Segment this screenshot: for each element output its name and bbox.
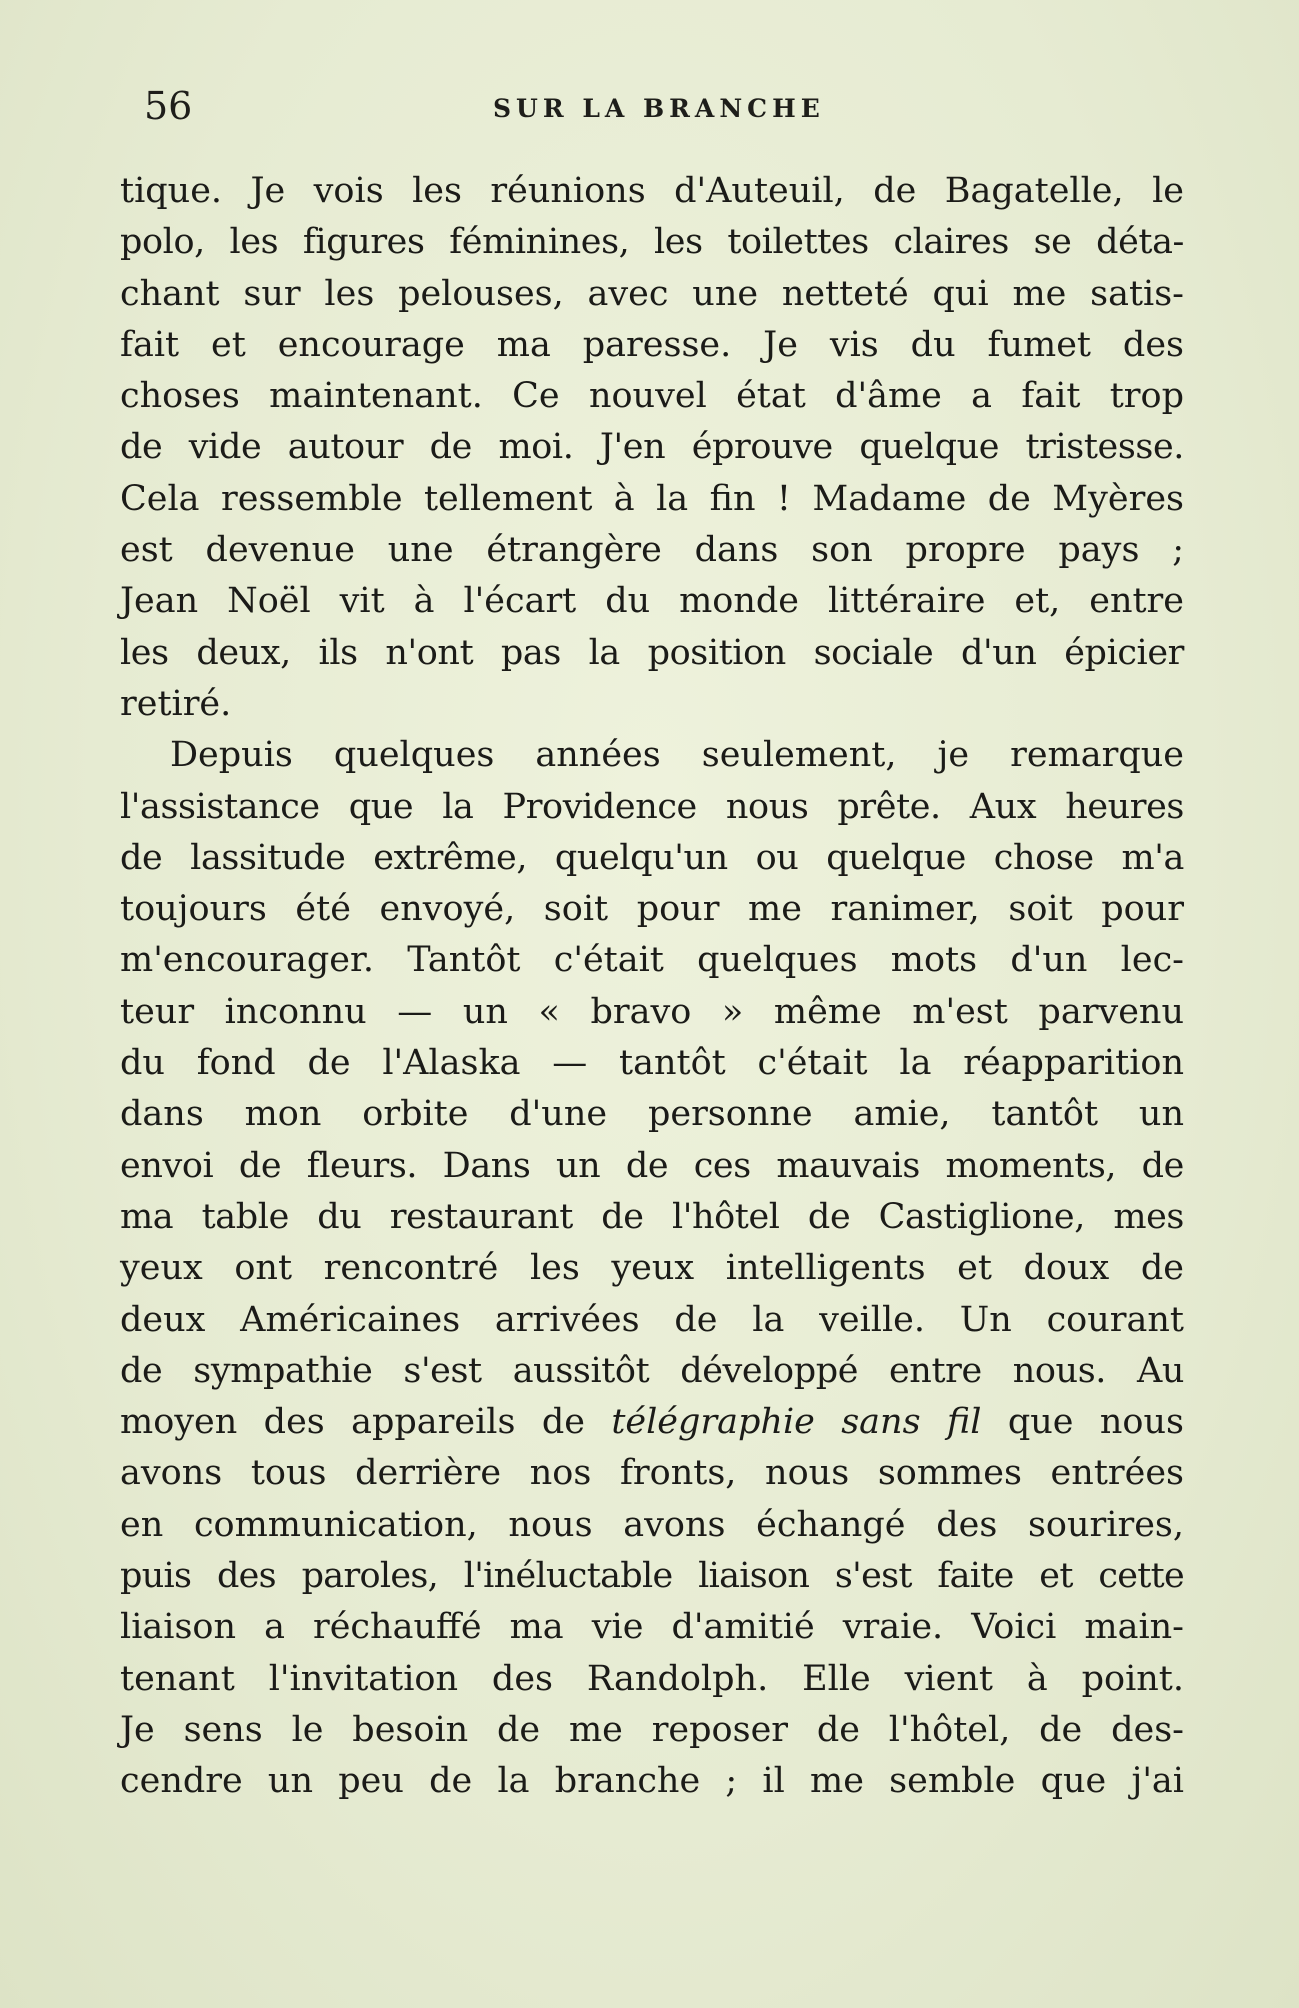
- text-line: les deux, ils n'ont pas la position sociale d'un épicier: [120, 632, 1184, 673]
- text-line: chant sur les pelouses, avec une netteté qui me satis-: [120, 273, 1184, 314]
- text-line: m'encourager. Tantôt c'était quelques mots d'un lec-: [120, 940, 1184, 981]
- text-line: choses maintenant. Ce nouvel état d'âme a fait trop: [120, 376, 1184, 417]
- text-fragment: moyen des appareils de: [120, 1402, 612, 1443]
- text-line: liaison a réchauffé ma vie d'amitié vraie. Voici main-: [120, 1607, 1184, 1648]
- paragraph-start-line: Depuis quelques années seulement, je remarque: [170, 735, 1184, 776]
- text-line: envoi de fleurs. Dans un de ces mauvais moments, de: [120, 1145, 1184, 1186]
- text-line: ma table du restaurant de l'hôtel de Castiglione, mes: [120, 1196, 1184, 1237]
- text-line: puis des paroles, l'inéluctable liaison s'est faite et cette: [120, 1556, 1184, 1597]
- text-fragment: que nous: [981, 1402, 1184, 1443]
- text-line: tenant l'invitation des Randolph. Elle vient à point.: [120, 1658, 1184, 1699]
- italic-phrase: télégraphie sans fil: [611, 1402, 982, 1443]
- text-line: Jean Noël vit à l'écart du monde littéraire et, entre: [120, 581, 1184, 622]
- page-number: 56: [144, 84, 193, 128]
- text-line: avons tous derrière nos fronts, nous sommes entrées: [120, 1453, 1184, 1494]
- text-line-with-italic: [120, 1397, 1184, 1448]
- text-line: yeux ont rencontré les yeux intelligents et doux de: [120, 1248, 1184, 1289]
- text-line: en communication, nous avons échangé des sourires,: [120, 1504, 1184, 1545]
- text-line: fait et encourage ma paresse. Je vis du fumet des: [120, 324, 1184, 365]
- text-line: deux Américaines arrivées de la veille. Un courant: [120, 1299, 1184, 1340]
- text-line: polo, les figures féminines, les toilettes claires se déta-: [120, 222, 1184, 263]
- text-line: du fond de l'Alaska — tantôt c'était la réapparition: [120, 1043, 1184, 1084]
- text-line: Je sens le besoin de me reposer de l'hôtel, de des-: [120, 1709, 1184, 1750]
- page-header: [138, 84, 1198, 134]
- text-line: de vide autour de moi. J'en éprouve quelque tristesse.: [120, 427, 1184, 468]
- text-line: retiré.: [120, 683, 232, 724]
- text-line: Cela ressemble tellement à la fin ! Madame de Myères: [120, 478, 1184, 519]
- text-line: toujours été envoyé, soit pour me ranimer, soit pour: [120, 889, 1184, 930]
- text-line: cendre un peu de la branche ; il me semble que j'ai: [120, 1761, 1184, 1802]
- running-head: SUR LA BRANCHE: [493, 94, 825, 123]
- text-line: de lassitude extrême, quelqu'un ou quelque chose m'a: [120, 837, 1184, 878]
- text-line: tique. Je vois les réunions d'Auteuil, de Bagatelle, le: [120, 171, 1184, 211]
- text-line: teur inconnu — un « bravo » même m'est parvenu: [120, 991, 1184, 1032]
- body-text: [120, 166, 1184, 1808]
- text-line: de sympathie s'est aussitôt développé entre nous. Au: [120, 1350, 1184, 1391]
- text-line: est devenue une étrangère dans son propre pays ;: [120, 530, 1184, 571]
- text-line: l'assistance que la Providence nous prête. Aux heures: [120, 786, 1184, 827]
- text-line: dans mon orbite d'une personne amie, tantôt un: [120, 1094, 1184, 1135]
